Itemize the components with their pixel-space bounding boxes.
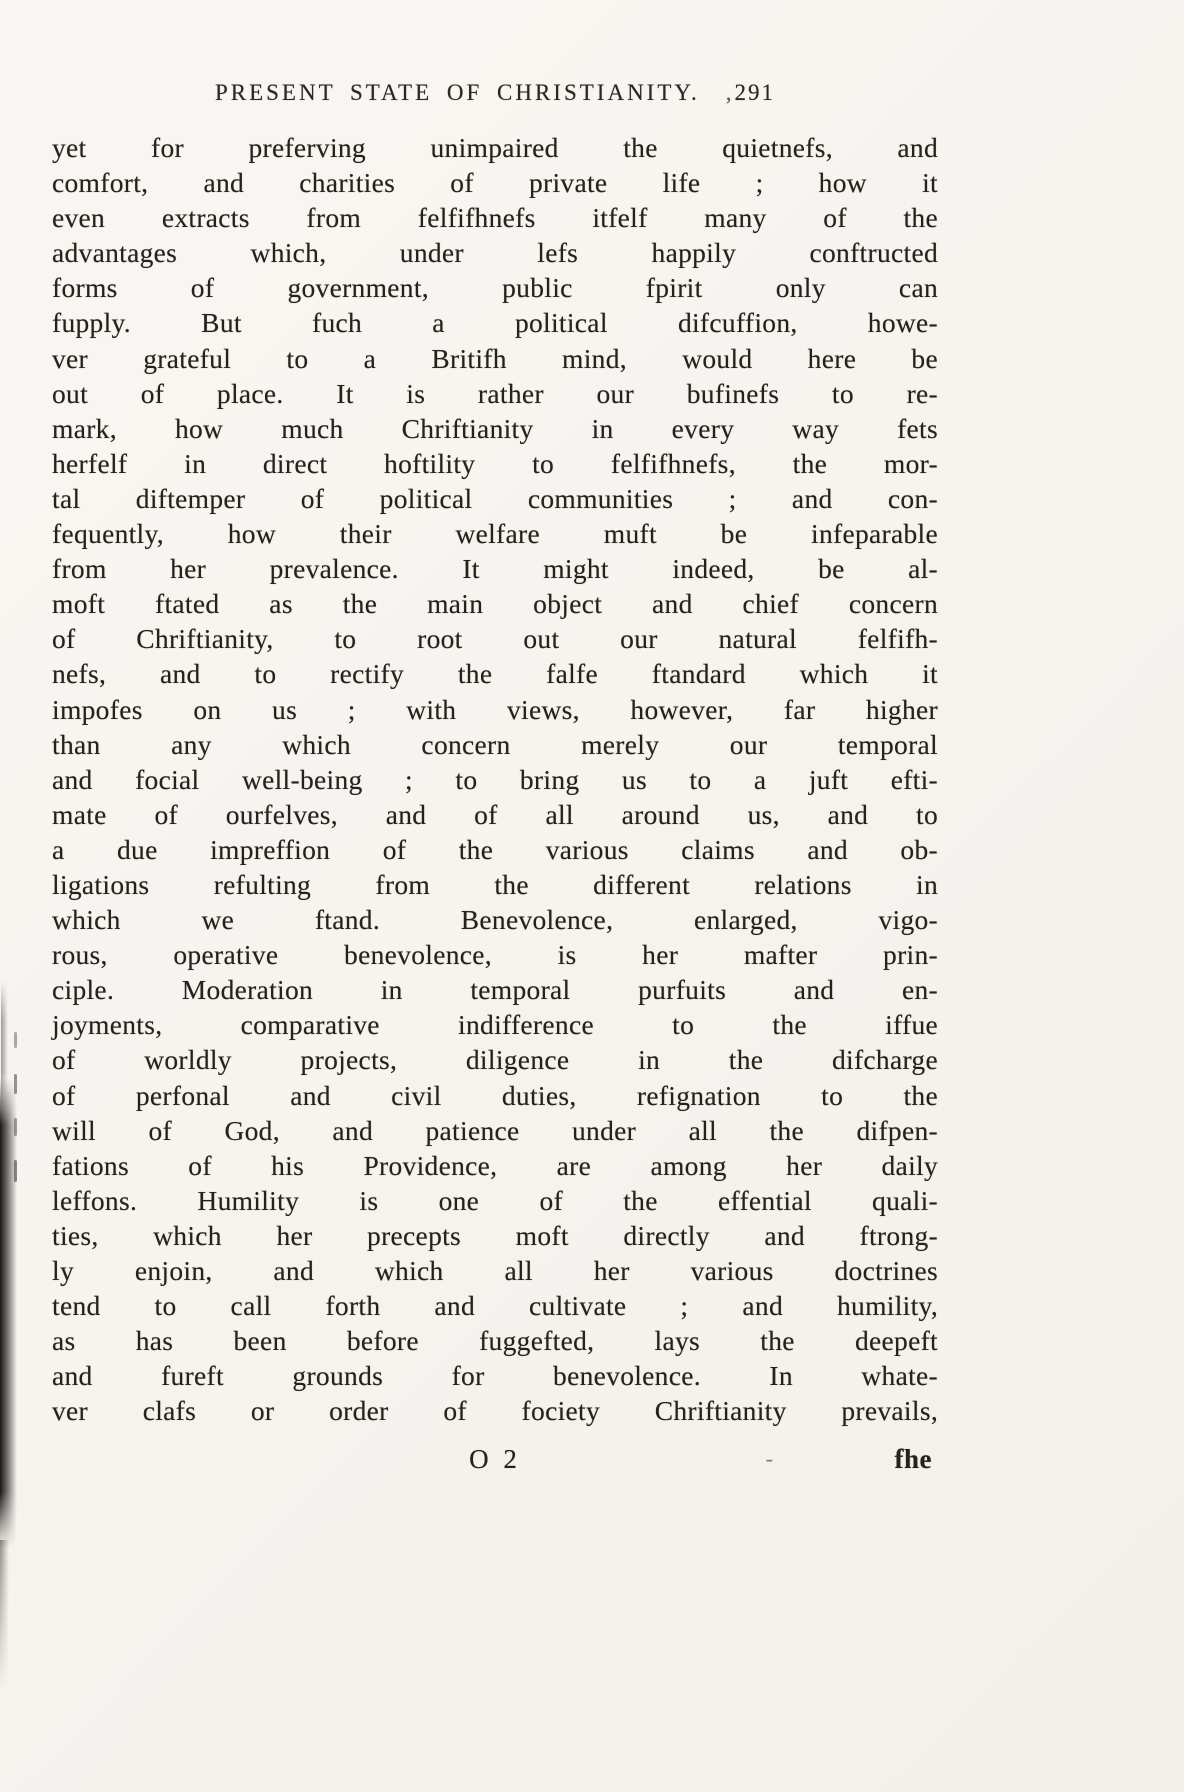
text-line: from her prevalence. It might indeed, be al- [52,553,938,585]
footer-artifact-dash: - [765,1446,773,1472]
page-header [52,0,938,106]
text-line: and fureft grounds for benevolence. In whate- [52,1360,938,1392]
text-line: comfort, and charities of private life ; how it [52,167,938,199]
text-column [52,0,938,1484]
text-line: fequently, how their welfare muft be infeparable [52,518,938,550]
text-line: moft ftated as the main object and chief concern [52,588,938,620]
text-line: of worldly projects, diligence in the difcharge [52,1044,938,1076]
text-line: tend to call forth and cultivate ; and humility, [52,1290,938,1322]
text-line: will of God, and patience under all the difpen- [52,1114,938,1146]
text-line: ver clafs or order of fociety Chriftianity prevails, [52,1395,938,1427]
text-line: of Chriftianity, to root out our natural felfifh- [52,623,938,655]
text-line: impofes on us ; with views, however, far higher [52,693,938,725]
text-line: even extracts from felfifhnefs itfelf many of the [52,202,938,234]
text-line: tal diftemper of political communities ; and con- [52,482,938,514]
margin-artifact-tick [14,1032,17,1048]
page-number [726,80,775,106]
text-line: mark, how much Chriftianity in every way fets [52,412,938,444]
gathering-signature: O 2 [469,1444,521,1475]
text-line: ciple. Moderation in temporal purfuits and en- [52,974,938,1006]
text-line: ver grateful to a Britifh mind, would here be [52,342,938,374]
text-line: ties, which her precepts moft directly and ftrong- [52,1219,938,1251]
text-line: fupply. But fuch a political difcuffion, howe- [52,307,938,339]
text-line: advantages which, under lefs happily conftructed [52,237,938,269]
text-line: and focial well-being ; to bring us to a juft efti- [52,763,938,795]
text-line: a due impreffion of the various claims and ob- [52,833,938,865]
text-line: than any which concern merely our temporal [52,728,938,760]
page-footer [52,1444,938,1484]
binding-shadow [0,1078,17,1548]
text-line: ligations refulting from the different relations in [52,868,938,900]
margin-artifact-tick [14,1160,17,1182]
text-line: herfelf in direct hoftility to felfifhnefs, the mor- [52,447,938,479]
text-line: of perfonal and civil duties, refignation to the [52,1079,938,1111]
text-line: ly enjoin, and which all her various doctrines [52,1255,938,1286]
text-line: leffons. Humility is one of the effential quali- [52,1184,938,1216]
page-number-artifact-mark: , [725,80,734,105]
text-line: as has been before fuggefted, lays the deepeft [52,1325,938,1357]
text-line: fations of his Providence, are among her daily [52,1149,938,1181]
binding-shadow-upper [1,980,8,1110]
running-title: PRESENT STATE OF CHRISTIANITY. [214,80,700,105]
text-line: rous, operative benevolence, is her mafter prin- [52,939,938,971]
margin-artifact-tick [14,1118,17,1136]
text-line: mate of ourfelves, and of all around us, and to [52,798,938,830]
text-line: nefs, and to rectify the falfe ftandard which it [52,658,938,690]
margin-artifact-tick [14,1074,17,1094]
text-block [52,130,938,1428]
catchword: fhe [894,1444,932,1475]
binding-shadow-lower [0,1540,9,1690]
text-line: out of place. It is rather our bufinefs to re- [52,377,938,409]
text-line: forms of government, public fpirit only can [52,272,938,304]
text-line: yet for preferving unimpaired the quietnefs, and [52,132,938,163]
text-line: joyments, comparative indifference to the iffue [52,1009,938,1041]
page-number-value: 291 [734,80,776,105]
text-line: which we ftand. Benevolence, enlarged, vigo- [52,904,938,936]
